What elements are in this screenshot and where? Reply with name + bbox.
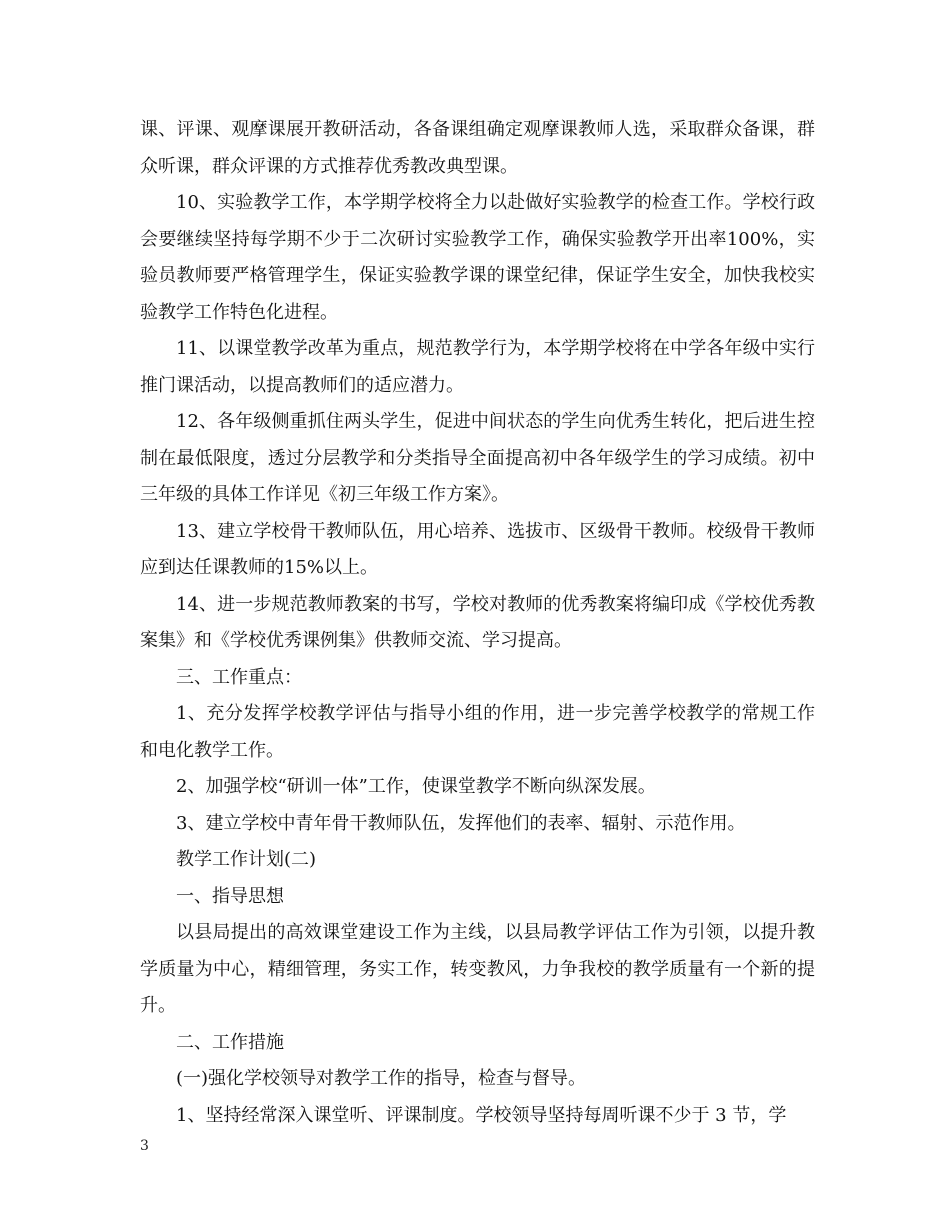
document-body [140, 112, 815, 1134]
paragraph-8: 1、充分发挥学校教学评估与指导小组的作用，进一步完善学校教学的常规工作和电化教学工作。 [140, 703, 815, 761]
paragraph-9: 2、加强学校“研训一体”工作，使课堂教学不断向纵深发展。 [176, 776, 656, 797]
paragraph-10: 3、建立学校中青年骨干教师队伍，发挥他们的表率、辐射、示范作用。 [176, 812, 746, 834]
paragraph-5: 13、建立学校骨干教师队伍，用心培养、选拔市、区级骨干教师。校级骨干教师应到达任课教师的15%以上。 [140, 520, 815, 578]
paragraph-4: 12、各年级侧重抓住两头学生，促进中间状态的学生向优秀生转化，把后进生控制在最低限度，透过分层教学和分类指导全面提高初中各年级学生的学习成绩。初中三年级的具体工作详见《初三年级工作方案》。 [140, 411, 815, 505]
page-number: 3 [140, 1138, 149, 1154]
document-subtitle: 教学工作计划(二) [176, 849, 317, 870]
paragraph-15: (一)强化学校领导对教学工作的指导，检查与督导。 [176, 1068, 587, 1089]
paragraph-16: 1、坚持经常深入课堂听、评课制度。学校领导坚持每周听课不少于 3 节，学 [176, 1104, 787, 1126]
paragraph-3: 11、以课堂教学改革为重点，规范教学行为，本学期学校将在中学各年级中实行推门课活动，以提高教师们的适应潜力。 [140, 338, 815, 396]
paragraph-1: 课、评课、观摩课展开教研活动，各备课组确定观摩课教师人选，采取群众备课，群众听课，群众评课的方式推荐优秀教改典型课。 [140, 119, 815, 177]
paragraph-6: 14、进一步规范教师教案的书写，学校对教师的优秀教案将编印成《学校优秀教案集》和《学校优秀课例集》供教师交流、学习提高。 [140, 593, 815, 651]
section-heading-work-measures: 二、工作措施 [176, 1031, 284, 1053]
section-heading-work-focus: 三、工作重点： [176, 666, 302, 688]
section-heading-guiding-thought: 一、指导思想 [176, 885, 284, 907]
paragraph-13: 以县局提出的高效课堂建设工作为主线，以县局教学评估工作为引领，以提升教学质量为中心，精细管理，务实工作，转变教风，力争我校的教学质量有一个新的提升。 [140, 922, 815, 1016]
paragraph-2: 10、实验教学工作，本学期学校将全力以赴做好实验教学的检查工作。学校行政会要继续坚持每学期不少于二次研讨实验教学工作，确保实验教学开出率100%，实验员教师要严格管理学生，保证实验教学课的课堂纪律，保证学生安全，加快我校实验教学工作特色化进程。 [140, 192, 815, 323]
